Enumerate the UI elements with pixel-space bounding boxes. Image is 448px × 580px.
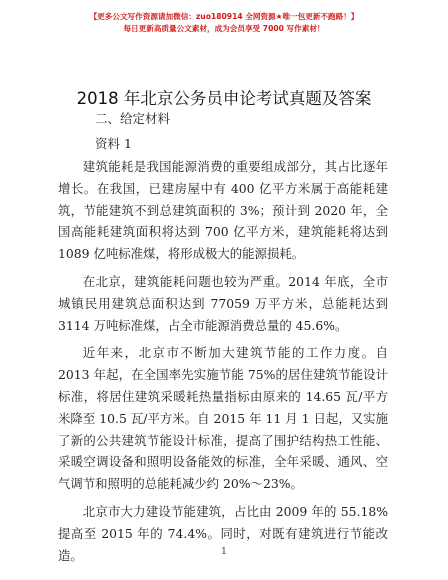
- body-paragraph-1: 建筑能耗是我国能源消费的重要组成部分，其占比逐年增长。在我国，已建房屋中有 400 亿平方米属于高能耗建筑，节能建筑不到总建筑面积的 3%；预计到 2020 年，全国高能耗建筑面积将达到 700 亿平方米，建筑能耗将达到 1089 亿吨标准煤，将形成极大的能源损耗。: [58, 159, 388, 262]
- document-body: [58, 156, 388, 572]
- body-paragraph-2: 在北京，建筑能耗问题也较为严重。2014 年底，全市城镇民用建筑总面积达到 77059 万平方米，总能耗达到 3114 万吨标准煤，占全市能源消费总量的 45.6%。: [58, 273, 388, 333]
- document-title: 2018 年北京公务员申论考试真题及答案: [76, 89, 372, 108]
- material-label: 资料 1: [95, 136, 132, 151]
- promo-banner-line-2: 每日更新高质量公文素材，成为会员享受 7000 写作素材！: [123, 24, 325, 33]
- page-number: 1: [221, 547, 227, 557]
- body-paragraph-3: 近年来，北京市不断加大建筑节能的工作力度。自 2013 年起，在全国率先实施节能 75%的居住建筑节能设计标准，将居住建筑采暖耗热量指标由原来的 14.65 瓦/平方米降至 10.5 瓦/平方米。自 2015 年 11 月 1 日起，又实施了新的公共建筑节能设计标准，提高了围护结构热工性能、采暖空调设备和照明设备能效的标准，全年采暖、通风、空气调节和照明的总能耗减少约 20%～23%。: [58, 345, 388, 492]
- section-heading: 二、给定材料: [95, 111, 171, 126]
- body-paragraph-4: 北京市大力建设节能建筑，占比由 2009 年的 55.18%提高至 2015 年的 74.4%。同时，对既有建筑进行节能改造。: [58, 503, 388, 563]
- promo-banner-line-1: 【更多公文写作资源请加微信：zuo180914 全网资源★唯一包更新不跑路！】: [89, 12, 359, 21]
